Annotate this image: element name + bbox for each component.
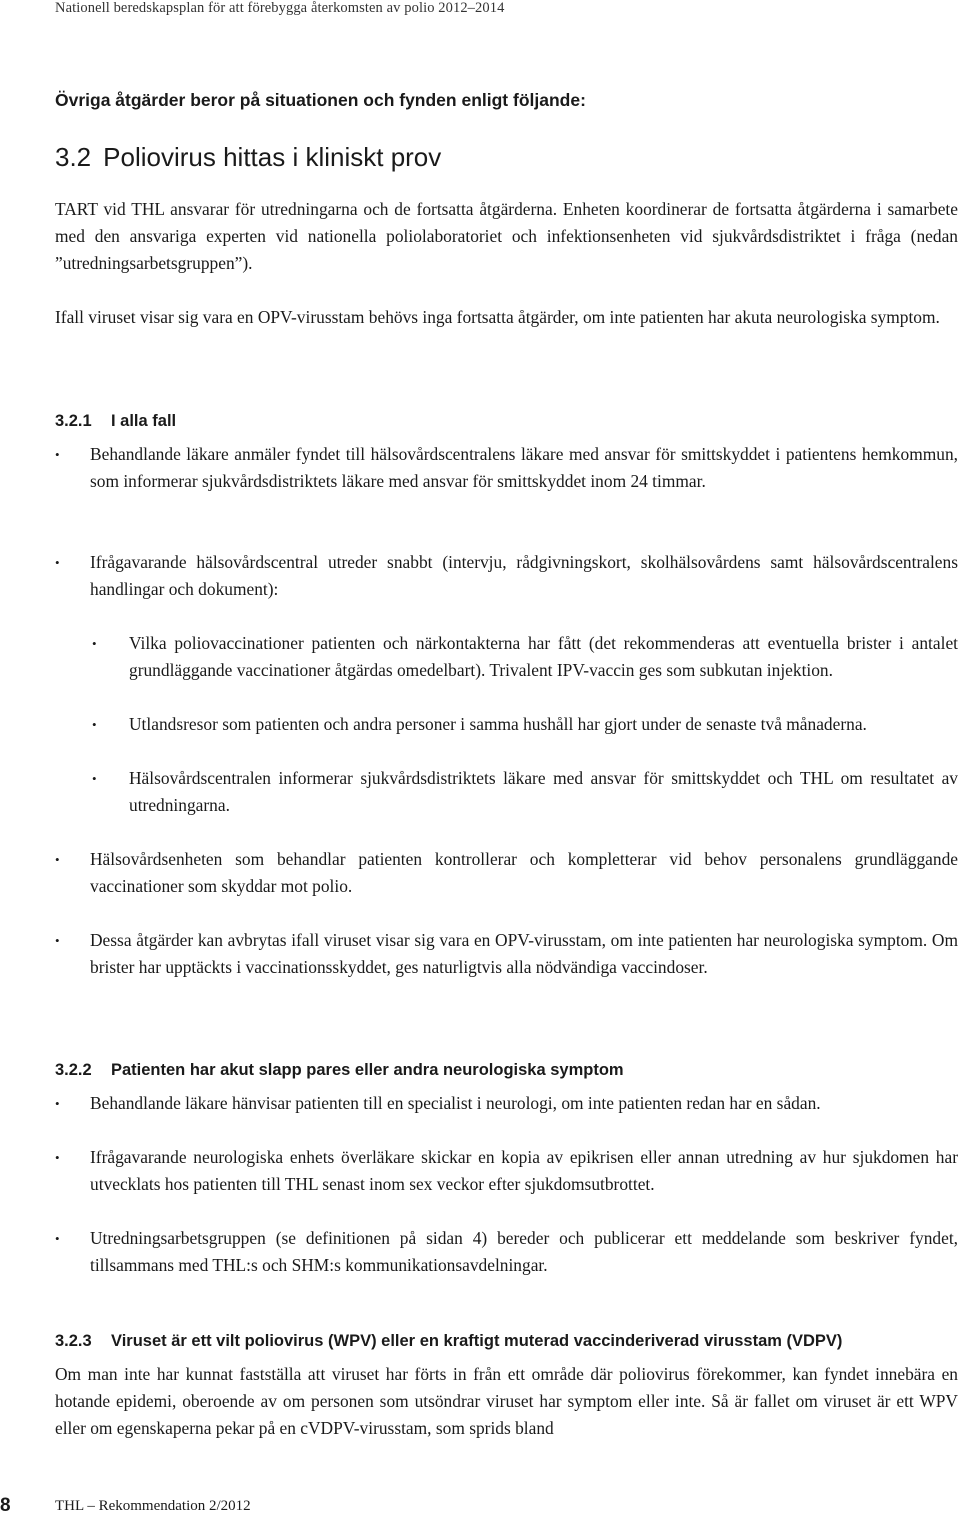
list-item-text: Behandlande läkare anmäler fyndet till hälsovårdscentralens läkare med ansvar för smittskyddet i patientens hemkommun, som informerar sjukvårdsdistriktets läkare med ansvar för smittskyddet inom 24 timmar. — [90, 444, 958, 491]
bullet-icon: • — [92, 636, 97, 651]
list-item — [55, 1225, 958, 1279]
intro-bold-line: Övriga åtgärder beror på situationen och fynden enligt följande: — [55, 90, 586, 110]
subsection-title: Viruset är ett vilt poliovirus (WPV) eller en kraftigt muterad vaccinderiverad virusstam (VDPV) — [111, 1332, 843, 1350]
nested-list-item — [92, 630, 958, 684]
list-item-text: Utlandsresor som patienten och andra personer i samma hushåll har gjort under de senaste två månaderna. — [129, 714, 867, 734]
list-item — [55, 1090, 958, 1117]
bullet-icon: • — [55, 1096, 60, 1111]
list-item — [55, 549, 958, 603]
subsection-heading-3-2-3 — [55, 1332, 842, 1351]
list-item — [55, 927, 958, 981]
paragraph-responsibility: TART vid THL ansvarar för utredningarna och de fortsatta åtgärderna. Enheten koordinerar de fortsatta åtgärderna i samarbete med den ansvariga experten vid nationella poliolaboratoriet och infektionsenheten vid sjukvårdsdistriktet i fråga (nedan ”utredningsarbetsgruppen”). — [55, 199, 958, 273]
section-title — [55, 142, 441, 173]
page-number: 8 — [0, 1495, 11, 1516]
subsection-heading-3-2-1 — [55, 412, 176, 431]
bullet-icon: • — [55, 1150, 60, 1165]
list-item-text: Hälsovårdsenheten som behandlar patienten kontrollerar och kompletterar vid behov personalens grundläggande vaccinationer som skyddar mot polio. — [90, 849, 958, 896]
list-item-text: Dessa åtgärder kan avbrytas ifall viruset visar sig vara en OPV-virusstam, om inte patienten har neurologiska symptom. Om brister har upptäckts i vaccinationsskyddet, ges naturligtvis alla nödvändiga vaccindoser. — [90, 930, 958, 977]
subsection-title: Patienten har akut slapp pares eller andra neurologiska symptom — [111, 1061, 624, 1079]
nested-list-item — [92, 711, 958, 738]
nested-list-item — [92, 765, 958, 819]
section-number: 3.2 — [55, 142, 92, 172]
bullet-icon: • — [92, 717, 97, 732]
footer-publication: THL – Rekommendation 2/2012 — [55, 1498, 251, 1514]
list-item-text: Ifrågavarande hälsovårdscentral utreder snabbt (intervju, rådgivningskort, skolhälsovårdens samt hälsovårdscentralens handlingar och dokument): — [90, 552, 958, 599]
section-title-text: Poliovirus hittas i kliniskt prov — [103, 142, 442, 172]
paragraph-wpv: Om man inte har kunnat fastställa att viruset har förts in från ett område där poliovirus förekommer, kan fyndet innebära en hotande epidemi, oberoende av om personen som utsöndrar viruset har symptom eller inte. Så är fallet om viruset är ett WPV eller om egenskaperna pekar på en cVDPV-virusstam, som sprids bland — [55, 1364, 958, 1438]
list-item-text: Utredningsarbetsgruppen (se definitionen på sidan 4) bereder och publicerar ett meddelande som beskriver fyndet, tillsammans med THL:s och SHM:s kommunikationsavdelningar. — [90, 1228, 958, 1275]
list-item — [55, 846, 958, 900]
subsection-heading-3-2-2 — [55, 1061, 624, 1080]
running-header: Nationell beredskapsplan för att förebygga återkomsten av polio 2012–2014 — [55, 0, 505, 16]
bullet-icon: • — [55, 1231, 60, 1246]
subsection-number: 3.2.3 — [55, 1332, 92, 1350]
bullet-icon: • — [55, 555, 60, 570]
subsection-title: I alla fall — [111, 412, 177, 430]
bullet-icon: • — [92, 771, 97, 786]
bullet-icon: • — [55, 852, 60, 867]
list-item — [55, 1144, 958, 1198]
list-item-text: Behandlande läkare hänvisar patienten till en specialist i neurologi, om inte patienten redan har en sådan. — [90, 1093, 821, 1113]
paragraph-opv: Ifall viruset visar sig vara en OPV-virusstam behövs inga fortsatta åtgärder, om inte patienten har akuta neurologiska symptom. — [55, 307, 940, 327]
bullet-icon: • — [55, 447, 60, 462]
list-item — [55, 441, 958, 495]
bullet-icon: • — [55, 933, 60, 948]
list-item-text: Vilka poliovaccinationer patienten och närkontakterna har fått (det rekommenderas att eventuella brister i antalet grundläggande vaccinationer åtgärdas omedelbart). Trivalent IPV-vaccin ges som subkutan injektion. — [129, 633, 958, 680]
subsection-number: 3.2.2 — [55, 1061, 92, 1079]
subsection-number: 3.2.1 — [55, 412, 92, 430]
list-item-text: Hälsovårdscentralen informerar sjukvårdsdistriktets läkare med ansvar för smittskyddet och THL om resultatet av utredningarna. — [129, 768, 958, 815]
list-item-text: Ifrågavarande neurologiska enhets överläkare skickar en kopia av epikrisen eller annan utredning av hur sjukdomen har utvecklats hos patienten till THL senast inom sex veckor efter sjukdomsutbrottet. — [90, 1147, 958, 1194]
